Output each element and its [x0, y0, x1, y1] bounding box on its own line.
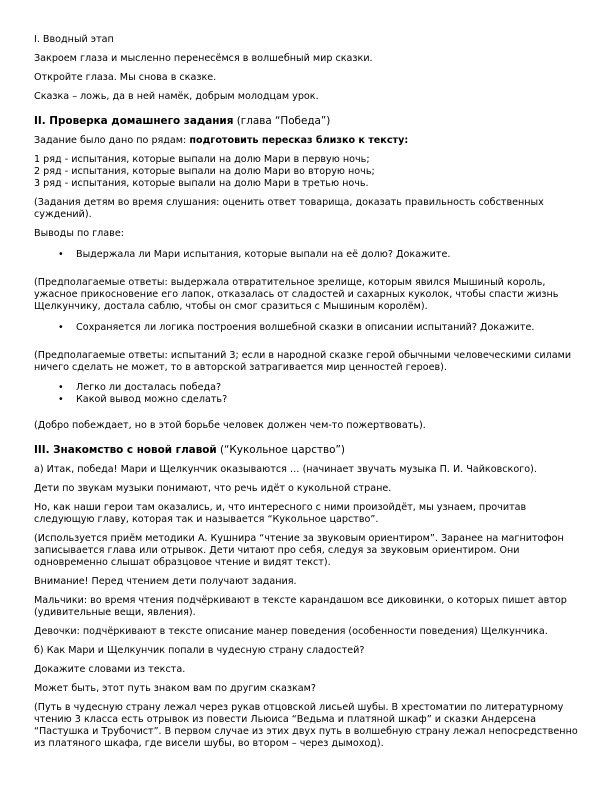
homework-heading-bold: II. Проверка домашнего задания	[34, 115, 234, 127]
question-list-3	[34, 382, 582, 406]
intro-paragraph-3: Сказка – ложь, да в ней намёк, добрым молодцам урок.	[34, 91, 319, 102]
homework-heading	[34, 115, 582, 128]
newchapter-paragraph-2: Дети по звукам музыки понимают, что речь идёт о кукольной стране.	[34, 483, 392, 494]
homework-row-1: 1 ряд - испытания, которые выпали на долю Мари в первую ночь;	[34, 154, 370, 165]
document-page	[34, 34, 582, 757]
answer-2: (Предполагаемые ответы: испытаний 3; если в народной сказке герой обычными человеческими силами ничего сделать не может, то в авторской затрагивается мир ценностей героев).	[34, 350, 572, 373]
bullet-icon: •	[58, 382, 64, 393]
homework-row-2: 2 ряд - испытания, которые выпали на долю Мари во вторую ночь;	[34, 166, 375, 177]
homework-task-plain: Задание было дано по рядам:	[34, 135, 190, 146]
newchapter-paragraph-9: Докажите словами из текста.	[34, 664, 186, 675]
homework-rows	[34, 154, 582, 190]
newchapter-heading	[34, 444, 582, 457]
bullet-icon: •	[58, 249, 64, 260]
intro-heading: I. Вводный этап	[34, 34, 114, 45]
homework-heading-rest: (глава “Победа”)	[233, 115, 331, 127]
homework-listeners-task: (Задания детям во время слушания: оценить ответ товарища, доказать правильность собственных суждений).	[34, 197, 544, 220]
homework-row-3: 3 ряд - испытания, которые выпали на долю Мари в третью ночь.	[34, 178, 369, 189]
newchapter-heading-bold: III. Знакомство с новой главой	[34, 444, 217, 456]
newchapter-paragraph-3: Но, как наши герои там оказались, и, что интересного с ними произойдёт, мы узнаем, прочитав следующую главу, которая так и называется “Кукольное царство”.	[34, 502, 527, 525]
bullet-icon: •	[58, 394, 64, 405]
newchapter-paragraph-5: Внимание! Перед чтением дети получают задания.	[34, 576, 297, 587]
question-list-2	[34, 322, 582, 334]
intro-paragraph-2: Откройте глаза. Мы снова в сказке.	[34, 72, 217, 83]
newchapter-heading-rest: (“Кукольное царство”)	[216, 444, 345, 456]
list-item	[34, 394, 582, 406]
question-2: Сохраняется ли логика построения волшебной сказки в описании испытаний? Докажите.	[76, 322, 535, 333]
answer-1: (Предполагаемые ответы: выдержала отвратительное зрелище, которым явился Мышиный король, ужасное прикосновение его лапок, отказалась от сладостей и сахарных куколок, чтобы спасти жизнь Щелкунчику, достала саблю, чтобы он смог сразиться с Мышиным королём).	[34, 277, 559, 312]
answer-3: (Добро побеждает, но в этой борьбе человек должен чем-то пожертвовать).	[34, 420, 426, 431]
newchapter-paragraph-4: (Используется приём методики А. Кушнира “чтение за звуковым ориентиром”. Заранее на магнитофон записывается глава или отрывок. Дети читают про себя, следуя за звуковым ориентиром. Они одновременно слышат образцовое чтение и видят текст).	[34, 533, 564, 568]
question-list-1	[34, 249, 582, 261]
question-1: Выдержала ли Мари испытания, которые выпали на её долю? Докажите.	[76, 249, 451, 260]
homework-task	[34, 135, 582, 147]
newchapter-paragraph-1: а) Итак, победа! Мари и Щелкунчик оказываются … (начинает звучать музыка П. И. Чайковского).	[34, 464, 537, 475]
newchapter-paragraph-7: Девочки: подчёркивают в тексте описание манер поведения (особенности поведения) Щелкунчика.	[34, 626, 548, 637]
question-4: Какой вывод можно сделать?	[76, 394, 228, 405]
homework-conclusions-label: Выводы по главе:	[34, 228, 124, 239]
bullet-icon: •	[58, 322, 64, 333]
list-item	[34, 249, 582, 261]
list-item	[34, 382, 582, 394]
newchapter-paragraph-8: б) Как Мари и Щелкунчик попали в чудесную страну сладостей?	[34, 645, 365, 656]
homework-task-bold: подготовить пересказ близко к тексту:	[189, 135, 409, 146]
newchapter-paragraph-6: Мальчики: во время чтения подчёркивают в тексте карандашом все диковинки, о которых пишет автор (удивительные вещи, явления).	[34, 595, 567, 618]
intro-paragraph-1: Закроем глаза и мысленно перенесёмся в волшебный мир сказки.	[34, 53, 373, 64]
newchapter-paragraph-10: Может быть, этот путь знаком вам по другим сказкам?	[34, 683, 316, 694]
list-item	[34, 322, 582, 334]
question-3: Легко ли досталась победа?	[76, 382, 222, 393]
newchapter-paragraph-11: (Путь в чудесную страну лежал через рукав отцовской лисьей шубы. В хрестоматии по литературному чтению 3 класса есть отрывок из повести Льюиса “Ведьма и платяной шкаф” и сказки Андерсена “Пастушка и Трубочист”. В первом случае из этих двух путь в волшебную страну лежал непосредственно из платяного шкафа, где висели шубы, во втором – через дымоход).	[34, 702, 578, 749]
